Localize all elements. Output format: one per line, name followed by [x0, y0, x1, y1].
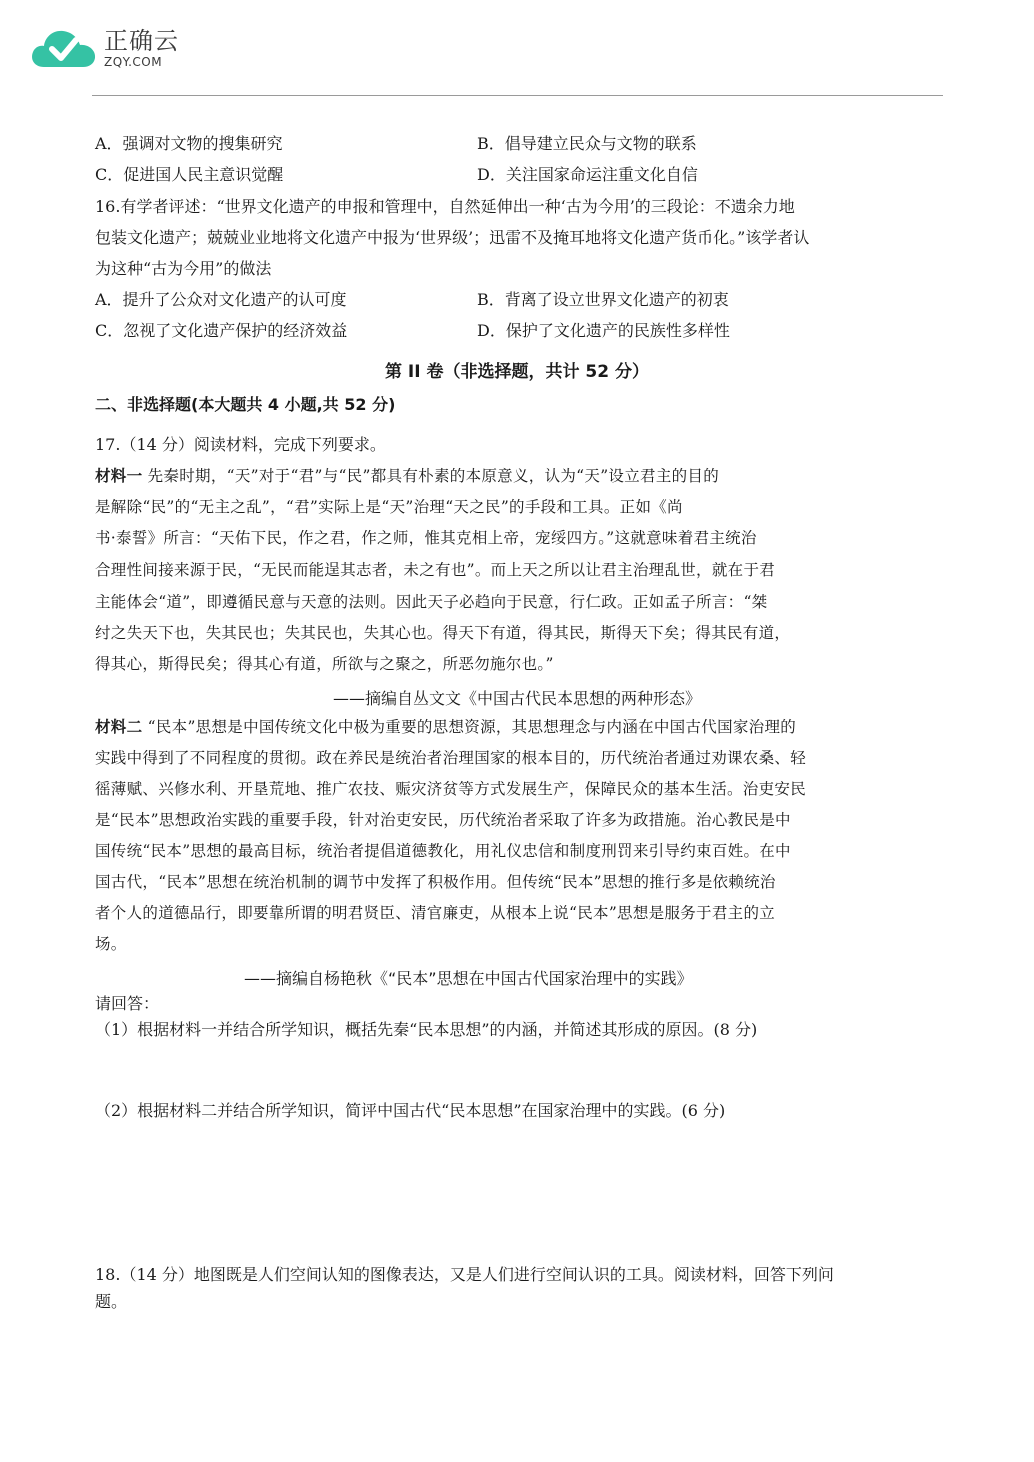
part-title: 二、非选择题(本大题共 4 小题,共 52 分)	[95, 395, 396, 414]
q15-option-d: D．关注国家命运注重文化自信	[477, 165, 698, 184]
q18-stem-line: 题。	[95, 1292, 128, 1311]
q15-option-b: B．倡导建立民众与文物的联系	[477, 134, 697, 153]
q18-stem-line: 18.（14 分）地图既是人们空间认知的图像表达，又是人们进行空间认识的工具。阅读材料，回答下列问	[95, 1265, 834, 1284]
q16-option-a: A．提升了公众对文化遗产的认可度	[95, 290, 347, 309]
volume-title: 第 II 卷（非选择题，共计 52 分）	[385, 362, 649, 382]
q16-stem-line: 16.有学者评述：“世界文化遗产的申报和管理中，自然延伸出一种‘古为今用’的三段论：不遗余力地	[95, 197, 795, 216]
material2-line: 场。	[95, 935, 127, 953]
material2-source: ——摘编自杨艳秋《“民本”思想在中国古代国家治理中的实践》	[244, 969, 693, 988]
q17-stem: 17.（14 分）阅读材料，完成下列要求。	[95, 435, 386, 454]
material2-line: 国古代，“民本”思想在统治机制的调节中发挥了积极作用。但传统“民本”思想的推行多是依赖统治	[95, 873, 776, 891]
material1-line: 主能体会“道”，即遵循民意与天意的法则。因此天子必趋向于民意，行仁政。正如孟子所言：“桀	[95, 593, 768, 611]
material2-line: 材料二 “民本”思想是中国传统文化中极为重要的思想资源，其思想理念与内涵在中国古代国家治理的	[95, 718, 797, 736]
q16-option-b: B．背离了设立世界文化遗产的初衷	[477, 290, 729, 309]
material1-line: 材料一 先秦时期，“天”对于“君”与“民”都具有朴素的本原意义，认为“天”设立君主的目的	[95, 467, 720, 485]
answer-prompt: 请回答：	[95, 994, 160, 1013]
material1-label: 材料一	[95, 467, 143, 485]
logo-name: 正确云	[104, 26, 179, 55]
q15-option-a: A．强调对文物的搜集研究	[95, 134, 283, 153]
logo-domain: ZQY.COM	[104, 54, 163, 69]
material2-line: 实践中得到了不同程度的贯彻。政在养民是统治者治理国家的根本目的，历代统治者通过劝课农桑、轻	[95, 749, 807, 767]
material1-line: 是解除“民”的“无主之乱”，“君”实际上是“天”治理“天之民”的手段和工具。正如《尚	[95, 498, 683, 516]
q17-subquestion-1: （1）根据材料一并结合所学知识，概括先秦“民本思想”的内涵，并简述其形成的原因。(8 分)	[95, 1020, 758, 1039]
q16-stem-line: 包装文化遗产；兢兢业业地将文化遗产中报为‘世界级’；迅雷不及掩耳地将文化遗产货币化。”该学者认	[95, 228, 810, 247]
material1-source: ——摘编自丛文文《中国古代民本思想的两种形态》	[333, 689, 702, 708]
q16-option-d: D．保护了文化遗产的民族性多样性	[477, 321, 730, 340]
material2-line: 是“民本”思想政治实践的重要手段，针对治吏安民，历代统治者采取了许多为政措施。治心教民是中	[95, 811, 791, 829]
cloud-check-icon	[30, 25, 98, 71]
q16-option-c: C．忽视了文化遗产保护的经济效益	[95, 321, 348, 340]
material2-label: 材料二	[95, 718, 143, 736]
material2-line: 国传统“民本”思想的最高目标，统治者提倡道德教化，用礼仪忠信和制度刑罚来引导约束百姓。在中	[95, 842, 791, 860]
material1-line: 得其心，斯得民矣；得其心有道，所欲与之聚之，所恶勿施尔也。”	[95, 655, 554, 673]
q16-stem-line: 为这种“古为今用”的做法	[95, 259, 272, 278]
header-divider	[92, 95, 943, 96]
material1-line: 纣之失天下也，失其民也；失其民也，失其心也。得天下有道，得其民，斯得天下矣；得其民有道，	[95, 624, 791, 642]
q15-option-c: C．促进国人民主意识觉醒	[95, 165, 284, 184]
material2-line: 者个人的道德品行，即要靠所谓的明君贤臣、清官廉吏，从根本上说“民本”思想是服务于君主的立	[95, 904, 776, 922]
q17-subquestion-2: （2）根据材料二并结合所学知识，简评中国古代“民本思想”在国家治理中的实践。(6 分)	[95, 1101, 726, 1120]
material1-line: 书·泰誓》所言：“天佑下民，作之君，作之师，惟其克相上帝，宠绥四方。”这就意味着君主统治	[95, 529, 757, 547]
material2-line: 徭薄赋、兴修水利、开垦荒地、推广农技、赈灾济贫等方式发展生产，保障民众的基本生活。治吏安民	[95, 780, 807, 798]
brand-logo	[30, 24, 179, 72]
material1-line: 合理性间接来源于民，“无民而能逞其志者，未之有也”。而上天之所以让君主治理乱世，就在于君	[95, 561, 776, 579]
